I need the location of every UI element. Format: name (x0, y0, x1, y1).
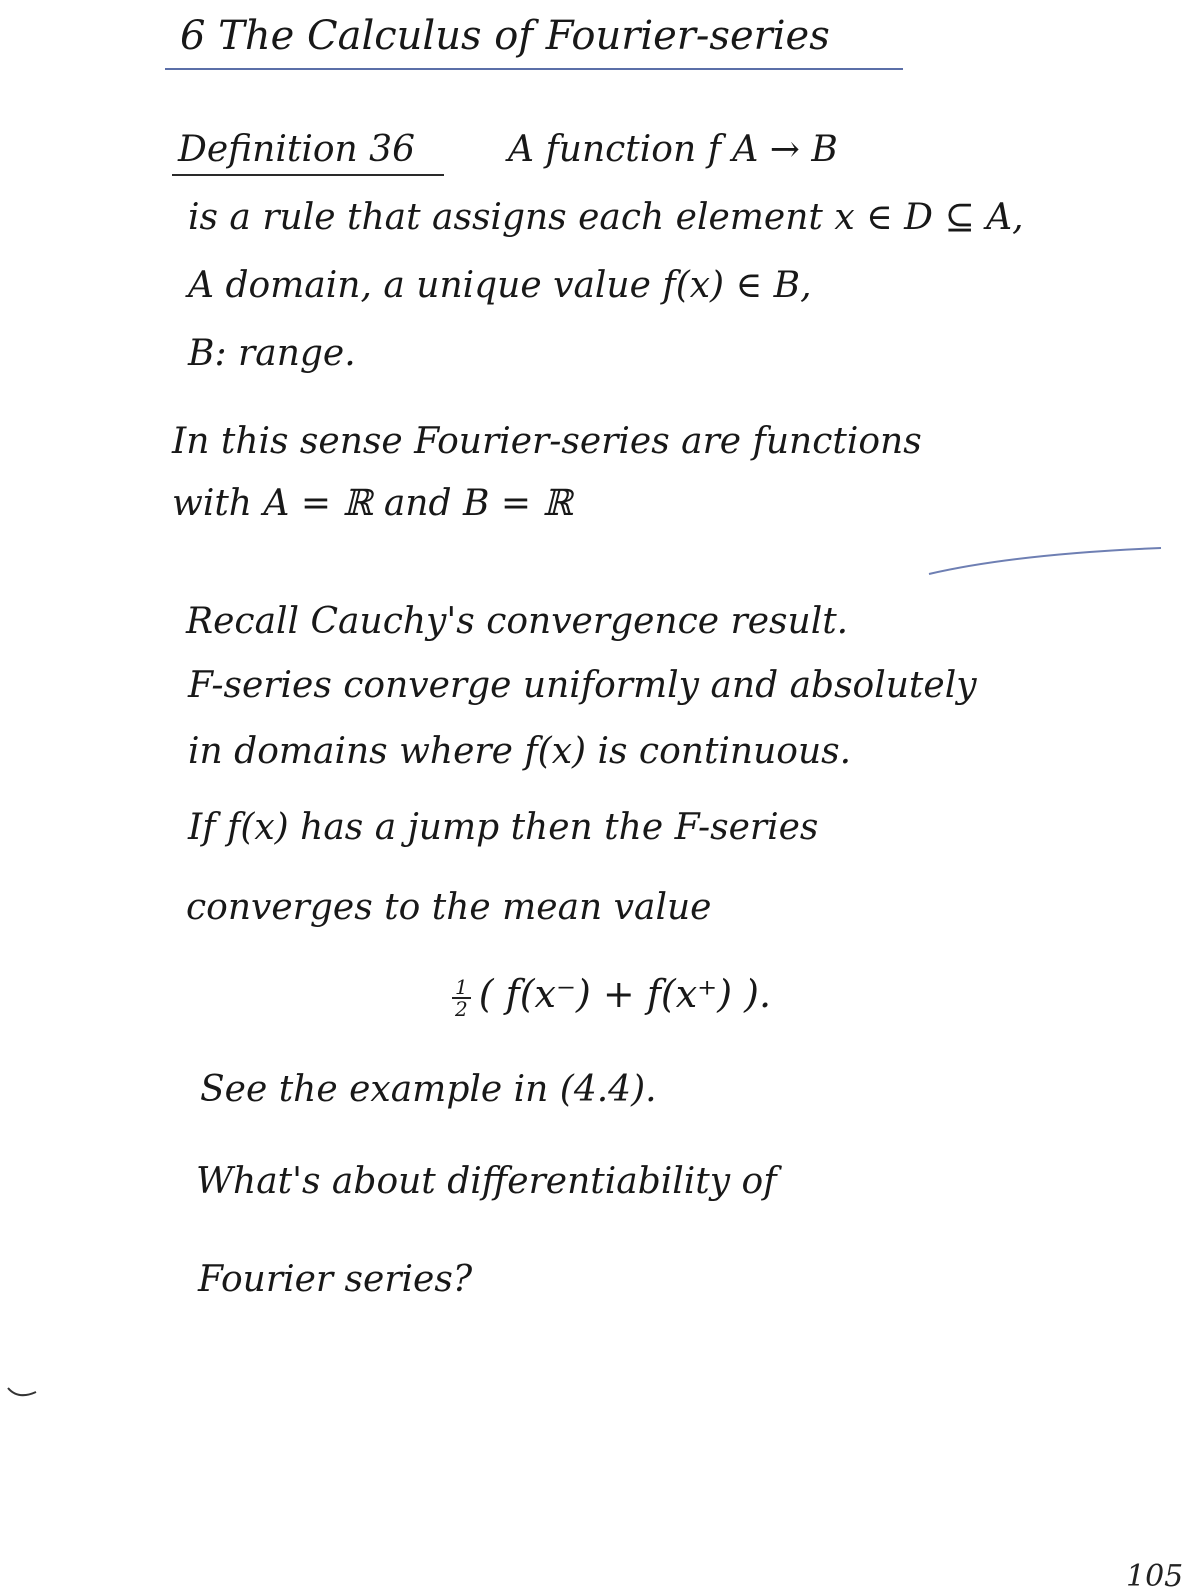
sense-line-1: In this sense Fourier-series are functions (172, 421, 922, 462)
definition-line-1: is a rule that assigns each element x ∈ D ⊆ A, (188, 197, 1024, 238)
cauchy-line-5: converges to the mean value (186, 887, 712, 928)
definition-line-3: B: range. (188, 333, 356, 374)
formula-expression: ( f(x⁻) + f(x⁺) ). (478, 972, 772, 1016)
fraction-denominator: 2 (455, 996, 468, 1021)
title-underline (165, 68, 903, 70)
definition-underline (172, 174, 444, 176)
sense-line-2: with A = ℝ and B = ℝ (172, 483, 573, 524)
mean-value-formula (452, 972, 771, 1019)
one-half-fraction (452, 974, 471, 1021)
cauchy-line-4: If f(x) has a jump then the F-series (188, 807, 819, 848)
closing-line-2: What's about differentiability of (196, 1161, 777, 1202)
definition-lead: A function f A → B (508, 129, 838, 170)
fraction-numerator: 1 (452, 977, 471, 999)
closing-line-1: See the example in (4.4). (200, 1069, 657, 1110)
cauchy-line-1: Recall Cauchy's convergence result. (186, 601, 849, 642)
cauchy-line-2: F-series converge uniformly and absolutely (188, 665, 977, 706)
page-number: 105 (1126, 1559, 1184, 1594)
definition-label: Definition 36 (178, 129, 415, 170)
closing-line-3: Fourier series? (198, 1259, 473, 1300)
cauchy-line-3: in domains where f(x) is continuous. (188, 731, 852, 772)
definition-line-2: A domain, a unique value f(x) ∈ B, (188, 265, 812, 306)
margin-mark (4, 1382, 44, 1406)
blue-pen-stroke (925, 540, 1165, 580)
page-title: 6 The Calculus of Fourier-series (180, 13, 830, 59)
